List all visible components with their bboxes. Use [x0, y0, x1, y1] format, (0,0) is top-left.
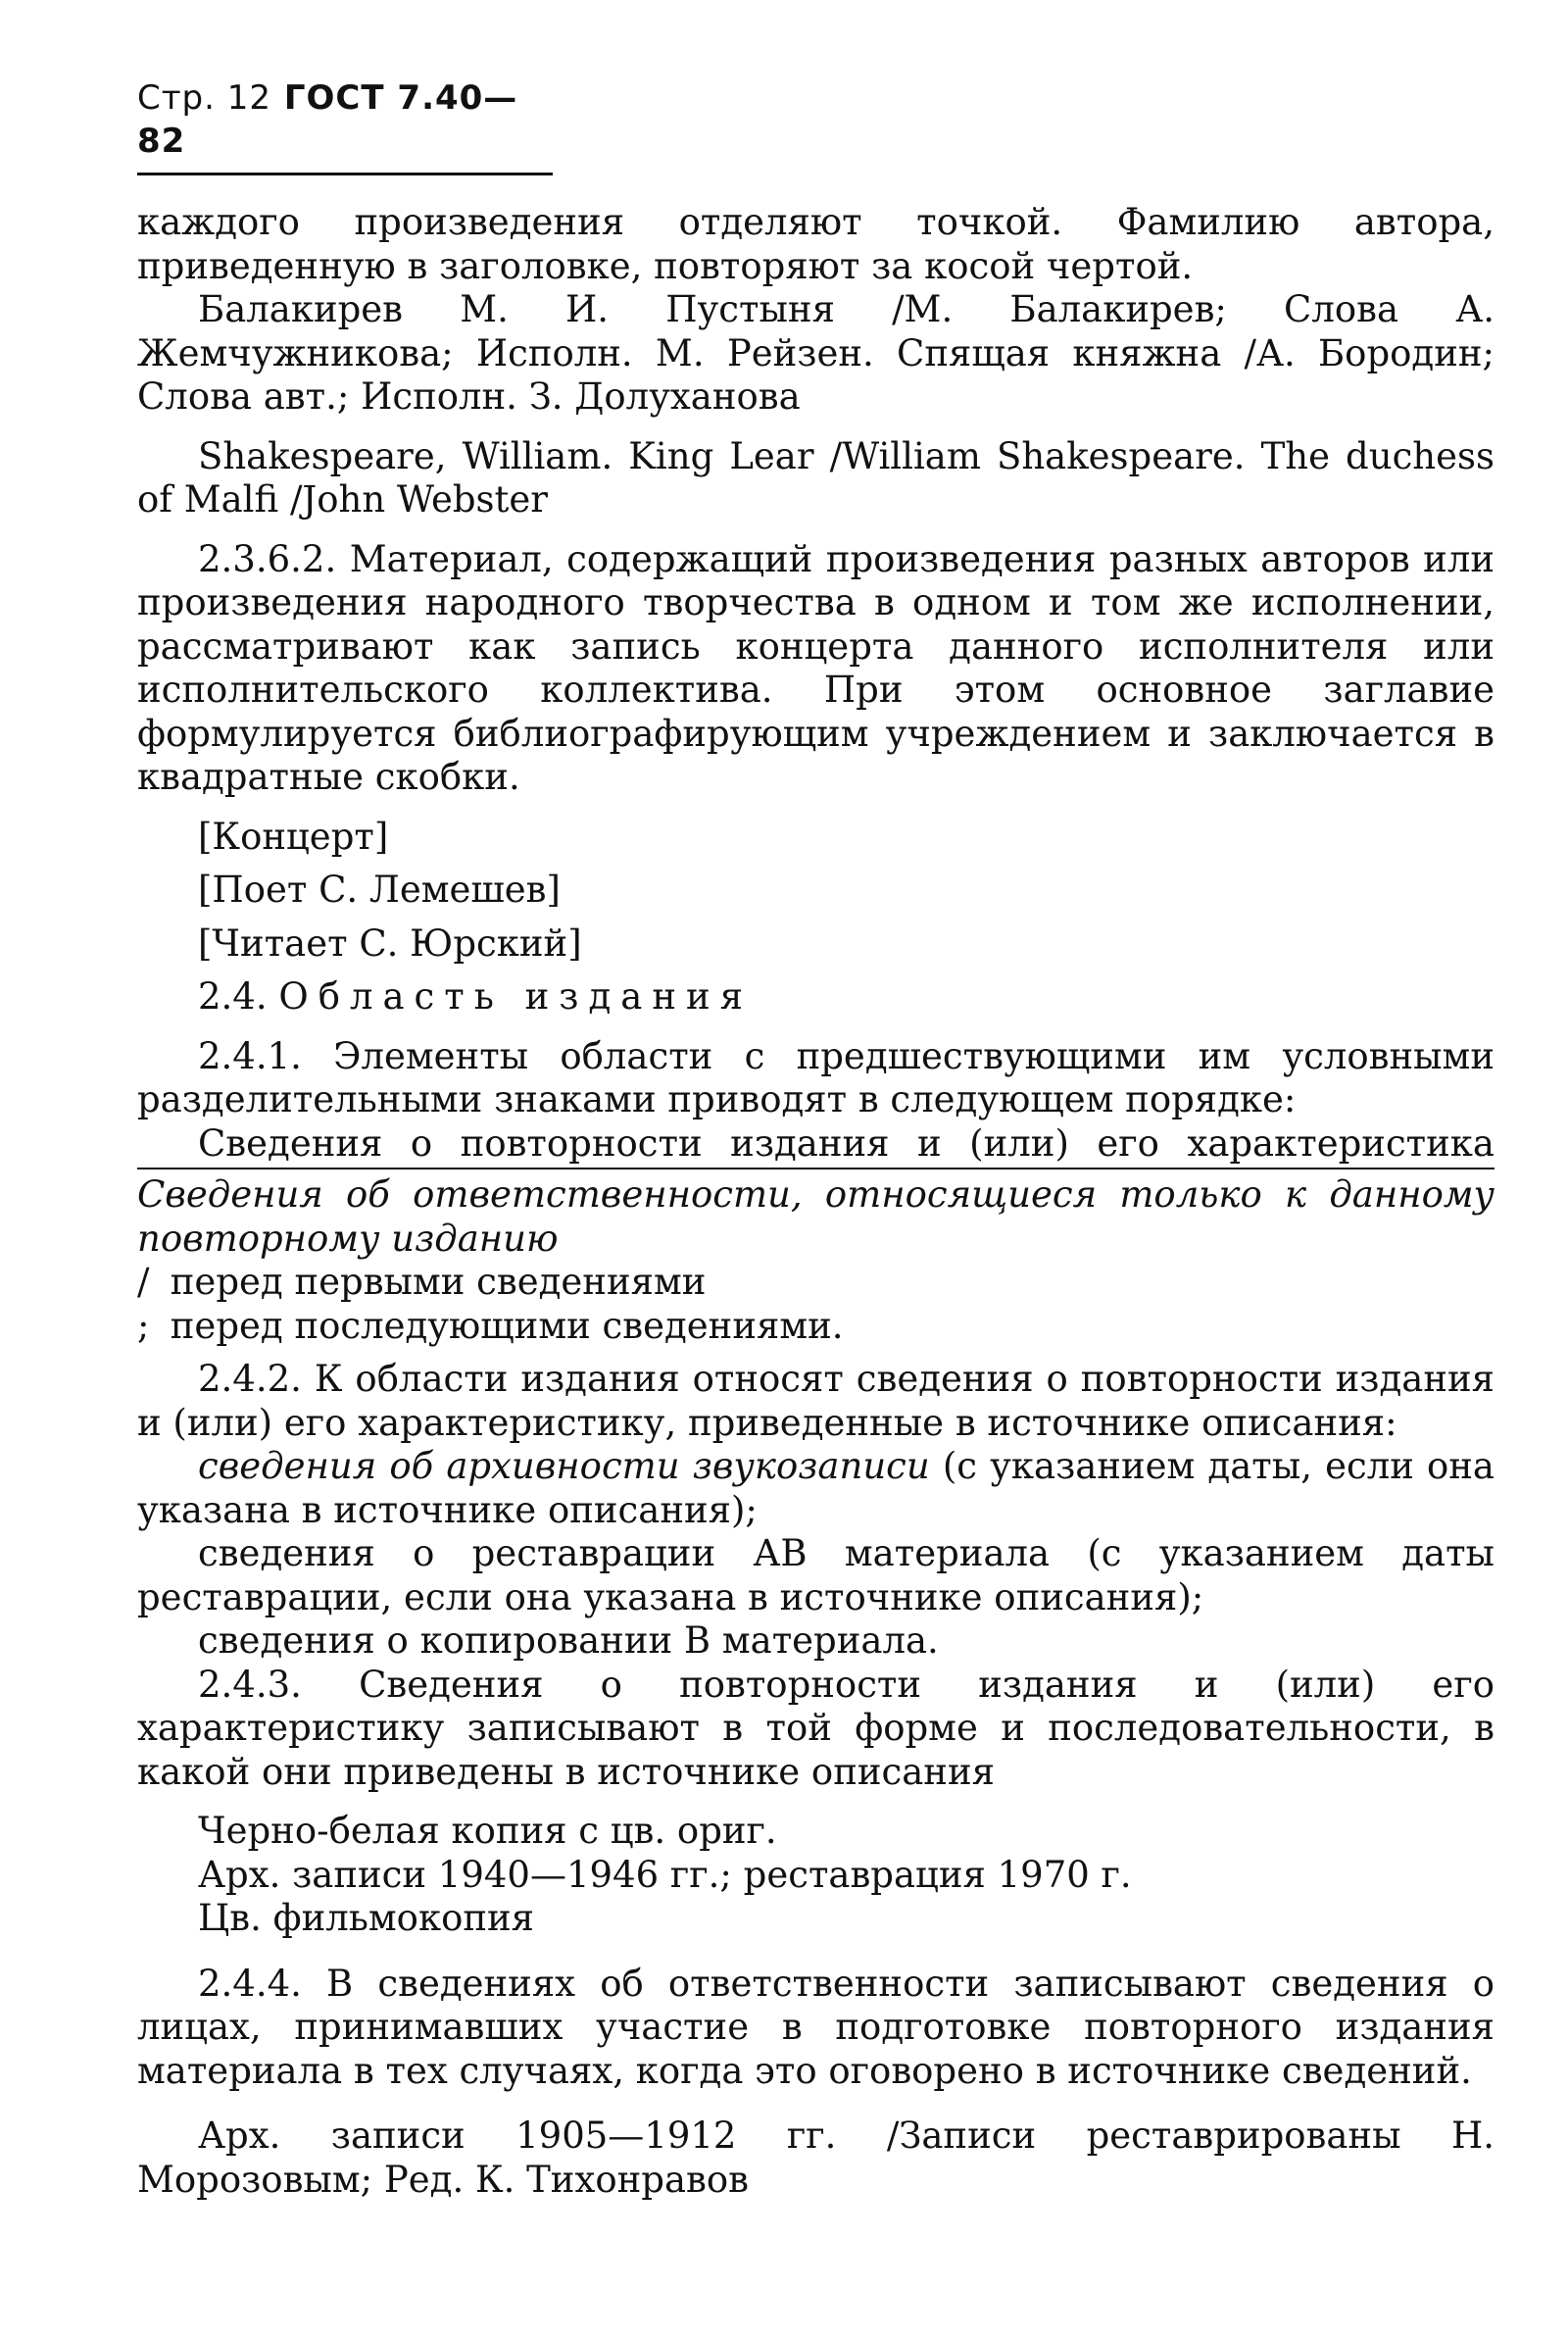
separator-text: перед последующими сведениями.	[170, 1304, 844, 1347]
separator-symbol: /	[137, 1261, 150, 1303]
example: [Читает С. Юрский]	[198, 921, 582, 965]
section-paragraph: 2.4.1. Элементы области с предшествующими им условными разделительными знаками приводят в следующем порядке:	[137, 1034, 1494, 1120]
example: Shakespeare, William. King Lear /William Shakespeare. The duchess of Malfi /John Webster	[137, 434, 1494, 521]
paragraph: каждого произведения отделяют точкой. Фамилию автора, приведенную в заголовке, повторяют за косой чертой.	[137, 201, 1494, 287]
example: [Поет С. Лемешев]	[198, 869, 561, 911]
document-page	[137, 76, 1494, 2202]
section-paragraph: 2.4.4. В сведениях об ответственности записывают сведения о лицах, принимавших участие в подготовке повторного издания материала в тех случаях, когда это оговорено в источнике сведений.	[137, 1962, 1494, 2092]
section-number: 2.4.	[198, 975, 268, 1018]
section-title: Область издания	[278, 975, 753, 1018]
section-paragraph: 2.4.3. Сведения о повторности издания и (или) его характеристику записывают в той форме и последовательности, в какой они приведены в источнике описания	[137, 1663, 1494, 1793]
standard-code: ГОСТ 7.40—82	[137, 78, 518, 161]
list-item-text: (с указанием даты, если она указана в источнике описания);	[137, 1445, 1494, 1531]
separator-line	[137, 1305, 1494, 1349]
list-item: сведения о реставрации АВ материала (с указанием даты реставрации, если она указана в источнике описания);	[137, 1532, 1494, 1618]
separator-text: перед первыми сведениями	[170, 1261, 707, 1303]
example: Черно-белая копия с цв. ориг.	[198, 1810, 777, 1852]
page-number: Стр. 12	[137, 78, 272, 118]
document-body	[137, 201, 1494, 2202]
example: Балакирев М. И. Пустыня /М. Балакирев; Слова А. Жемчужникова; Исполн. М. Рейзен. Спящая княжна /А. Бородин; Слова авт.; Исполн. З. Долуханова	[137, 288, 1494, 418]
example: Арх. записи 1940—1946 гг.; реставрация 1970 г.	[198, 1853, 1132, 1896]
example: Цв. фильмокопия	[198, 1897, 535, 1939]
separator-symbol: ;	[137, 1304, 150, 1347]
page-header	[137, 76, 553, 175]
section-paragraph: 2.3.6.2. Материал, содержащий произведения разных авторов или произведения народного творчества в одном и том же исполнении, рассматривают как запись концерта данного исполнителя или исполнительского коллектива. При этом основное заглавие формулируется библиографирующим учреждением и заключается в квадратные скобки.	[137, 537, 1494, 798]
separator-line	[137, 1261, 1494, 1305]
section-paragraph: 2.4.2. К области издания относят сведения о повторности издания и (или) его характеристику, приведенные в источнике описания:	[137, 1358, 1494, 1444]
example: Арх. записи 1905—1912 гг. /Записи реставрированы Н. Морозовым; Ред. К. Тихонравов	[137, 2114, 1494, 2201]
element-list-main: Сведения о повторности издания и (или) его характеристика	[137, 1122, 1494, 1170]
example: [Концерт]	[198, 815, 389, 858]
element-list-sub: Сведения об ответственности, относящиеся только к данному повторному изданию	[137, 1173, 1494, 1260]
list-item	[137, 1445, 1494, 1532]
section-heading	[137, 975, 1494, 1020]
list-item: сведения о копировании В материала.	[198, 1619, 939, 1662]
list-item-italic: сведения об архивности звукозаписи	[198, 1445, 930, 1487]
